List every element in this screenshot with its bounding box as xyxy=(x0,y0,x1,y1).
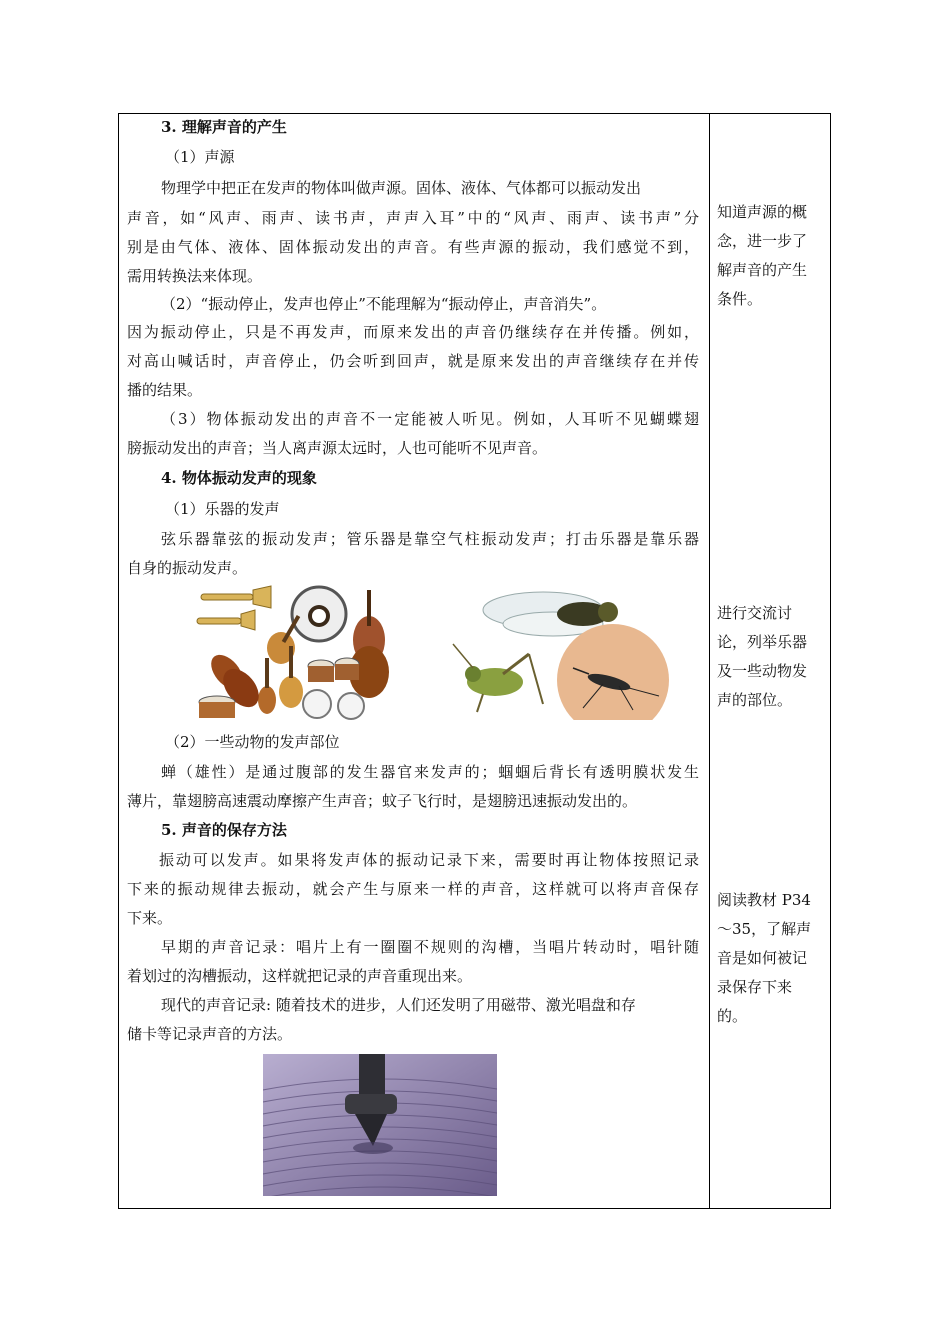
note2-l1: 进行交流讨 xyxy=(717,604,793,622)
s3-p2-l2: 因为振动停止，只是不再发声，而原来发出的声音仍继续存在并传播。例如， xyxy=(127,323,699,341)
note1-l2: 念，进一步了 xyxy=(717,232,808,250)
s3-p3-l2: 膀振动发出的声音；当人离声源太远时，人也可能听不见声音。 xyxy=(127,439,548,457)
section3-heading: 3. 理解声音的产生 xyxy=(161,118,287,136)
s4-p2-l2: 薄片，靠翅膀高速震动摩擦产生声音；蚊子飞行时，是翅膀迅速振动发出的。 xyxy=(127,792,638,810)
s5-p1-l1: 振动可以发声。如果将发声体的振动记录下来，需要时再让物体按照记录 xyxy=(159,851,699,869)
s3-p1-l3: 别是由气体、液体、固体振动发出的声音。有些声源的振动，我们感觉不到， xyxy=(127,238,699,256)
s4-p1-l1: 弦乐器靠弦的振动发声；管乐器是靠空气柱振动发声；打击乐器是靠乐器 xyxy=(161,530,699,548)
note2-l3: 及一些动物发 xyxy=(717,662,808,680)
s4-p2-l1: 蝉（雄性）是通过腹部的发生器官来发声的；蝈蝈后背长有透明膜状发生 xyxy=(161,763,699,781)
s3-p2-l3: 对高山喊话时，声音停止，仍会听到回声，就是原来发出的声音继续存在并传 xyxy=(127,352,699,370)
lesson-table xyxy=(118,113,831,1209)
side-note-3 xyxy=(717,886,825,1031)
s3-p3-l1: （3）物体振动发出的声音不一定能被人听见。例如，人耳听不见蝴蝶翅 xyxy=(161,410,699,428)
note1-l4: 条件。 xyxy=(717,290,763,308)
note2-l2: 论，列举乐器 xyxy=(717,633,808,651)
s3-p1-l2: 声音，如“风声、雨声、读书声，声声入耳”中的“风声、雨声、读书声”分 xyxy=(127,209,699,227)
note2-l4: 声的部位。 xyxy=(717,691,793,709)
s3-p1-l1: 物理学中把正在发声的物体叫做声源。固体、液体、气体都可以振动发出 xyxy=(161,179,642,197)
note1-l1: 知道声源的概 xyxy=(717,203,808,221)
note3-l4: 录保存下来 xyxy=(717,978,793,996)
section5-heading: 5. 声音的保存方法 xyxy=(161,821,287,839)
s5-p1-l2: 下来的振动规律去振动，就会产生与原来一样的声音，这样就可以将声音保存 xyxy=(127,880,699,898)
s5-p3-l1: 现代的声音记录: 随着技术的进步，人们还发明了用磁带、激光唱盘和存 xyxy=(161,996,636,1014)
note3-l3: 音是如何被记 xyxy=(717,949,808,967)
section4-heading: 4. 物体振动发声的现象 xyxy=(161,469,317,487)
insects-illustration xyxy=(433,584,673,720)
note3-l2: ～35，了解声 xyxy=(717,920,812,938)
note3-l1: 阅读教材 P34 xyxy=(717,891,811,909)
side-note-1 xyxy=(717,198,825,314)
s3-p2-l4: 播的结果。 xyxy=(127,381,203,399)
s4-p1-l2: 自身的振动发声。 xyxy=(127,559,248,577)
note1-l3: 解声音的产生 xyxy=(717,261,808,279)
insects-image xyxy=(433,584,673,720)
s5-p1-l3: 下来。 xyxy=(127,909,173,927)
s3-p2-l1: （2）“振动停止，发声也停止”不能理解为“振动停止，声音消失”。 xyxy=(161,295,607,313)
instruments-image xyxy=(191,584,401,720)
side-note-2 xyxy=(717,599,825,715)
stylus-illustration xyxy=(263,1054,497,1196)
section4-sub2: （2）一些动物的发声部位 xyxy=(165,733,340,751)
section3-sub1: （1）声源 xyxy=(165,148,235,166)
s5-p2-l2: 着划过的沟槽振动，这样就把记录的声音重现出来。 xyxy=(127,967,473,985)
instruments-illustration xyxy=(191,584,401,720)
record-stylus-image xyxy=(263,1054,497,1196)
s5-p2-l1: 早期的声音记录：唱片上有一圈圈不规则的沟槽，当唱片转动时，唱针随 xyxy=(161,938,699,956)
column-divider xyxy=(709,114,710,1208)
note3-l5: 的。 xyxy=(717,1007,748,1025)
s5-p3-l2: 储卡等记录声音的方法。 xyxy=(127,1025,293,1043)
s3-p1-l4: 需用转换法来体现。 xyxy=(127,267,263,285)
section4-sub1: （1）乐器的发声 xyxy=(165,500,280,518)
